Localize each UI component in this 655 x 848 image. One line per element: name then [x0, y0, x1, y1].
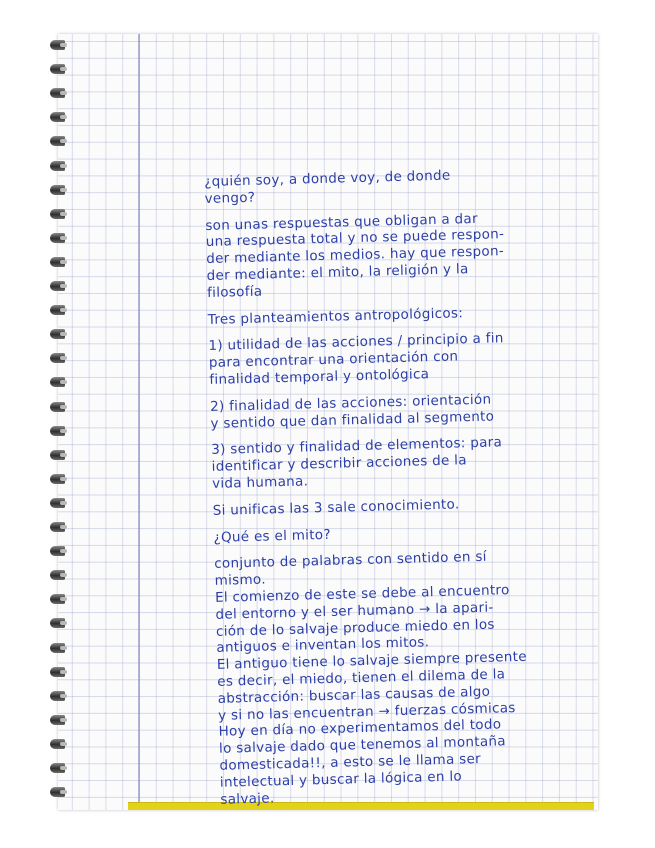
note-item-3: 3) sentido y finalidad de elementos: para identificar y describir acciones de la vida humana. [211, 434, 503, 492]
notebook-page [58, 34, 598, 810]
spiral-ring [50, 257, 65, 267]
note-heading-myth: ¿Qué es el mito? [213, 526, 332, 546]
spiral-ring [50, 185, 65, 195]
spiral-ring [50, 643, 65, 653]
spiral-ring [50, 691, 65, 701]
spiral-ring [50, 233, 65, 243]
spiral-ring [50, 667, 65, 677]
note-answers-paragraph: son unas respuestas que obligan a dar una respuesta total y no se puede respon- der mediante los medios. hay que respon- der mediante: el mito, la religión y la filosofía [205, 210, 505, 301]
spiral-ring [50, 377, 65, 387]
spiral-ring [50, 715, 65, 725]
spiral-ring [50, 763, 65, 773]
spiral-ring [50, 136, 65, 146]
spiral-ring [50, 474, 65, 484]
note-item-2: 2) finalidad de las acciones: orientación y sentido que dan finalidad al segmento [209, 391, 495, 432]
note-question-who-am-i: ¿quién soy, a donde voy, de donde vengo? [204, 167, 451, 207]
spiral-ring [50, 618, 65, 628]
note-myth-paragraph: conjunto de palabras con sentido en sí mismo. El comienzo de este se debe al encuentro del entorno y el ser humano → la apari- ción de lo salvaje produce miedo en los antiguos e inventan los mitos. El antiguo tiene lo salvaje siempre presente es decir, el miedo, tienen el dilema de la abstracción: buscar las causas de algo y si no las encuentran → fuerzas cósmicas Hoy en día no experimentamos del todo lo salvaje dado que tenemos al montaña domesticada!!, a esto se le llama ser intelectual y buscar la lógica en lo salvaje. [214, 549, 528, 808]
spiral-ring [50, 161, 65, 171]
spiral-ring [50, 594, 65, 604]
spiral-ring [50, 739, 65, 749]
spiral-ring [50, 40, 65, 50]
note-item-1: 1) utilidad de las acciones / principio a fin para encontrar una orientación con finalidad temporal y ontológica [208, 330, 504, 388]
spiral-ring [50, 498, 65, 508]
spiral-ring [50, 426, 65, 436]
spiral-ring [50, 281, 65, 291]
spiral-ring [50, 353, 65, 363]
spiral-ring [50, 450, 65, 460]
spiral-ring [50, 112, 65, 122]
spiral-ring [50, 546, 65, 556]
spiral-ring [50, 209, 65, 219]
spiral-binding [50, 34, 72, 810]
spiral-ring [50, 522, 65, 532]
spiral-ring [50, 787, 65, 797]
spiral-ring [50, 64, 65, 74]
spiral-ring [50, 88, 65, 98]
spiral-ring [50, 329, 65, 339]
margin-line [138, 34, 140, 810]
handwritten-notes [204, 163, 640, 808]
spiral-ring [50, 402, 65, 412]
spiral-ring [50, 570, 65, 580]
note-heading-approaches: Tres planteamientos antropológicos: [207, 304, 464, 328]
note-unify-sentence: Si unificas las 3 sale conocimiento. [212, 496, 460, 519]
spiral-ring [50, 305, 65, 315]
